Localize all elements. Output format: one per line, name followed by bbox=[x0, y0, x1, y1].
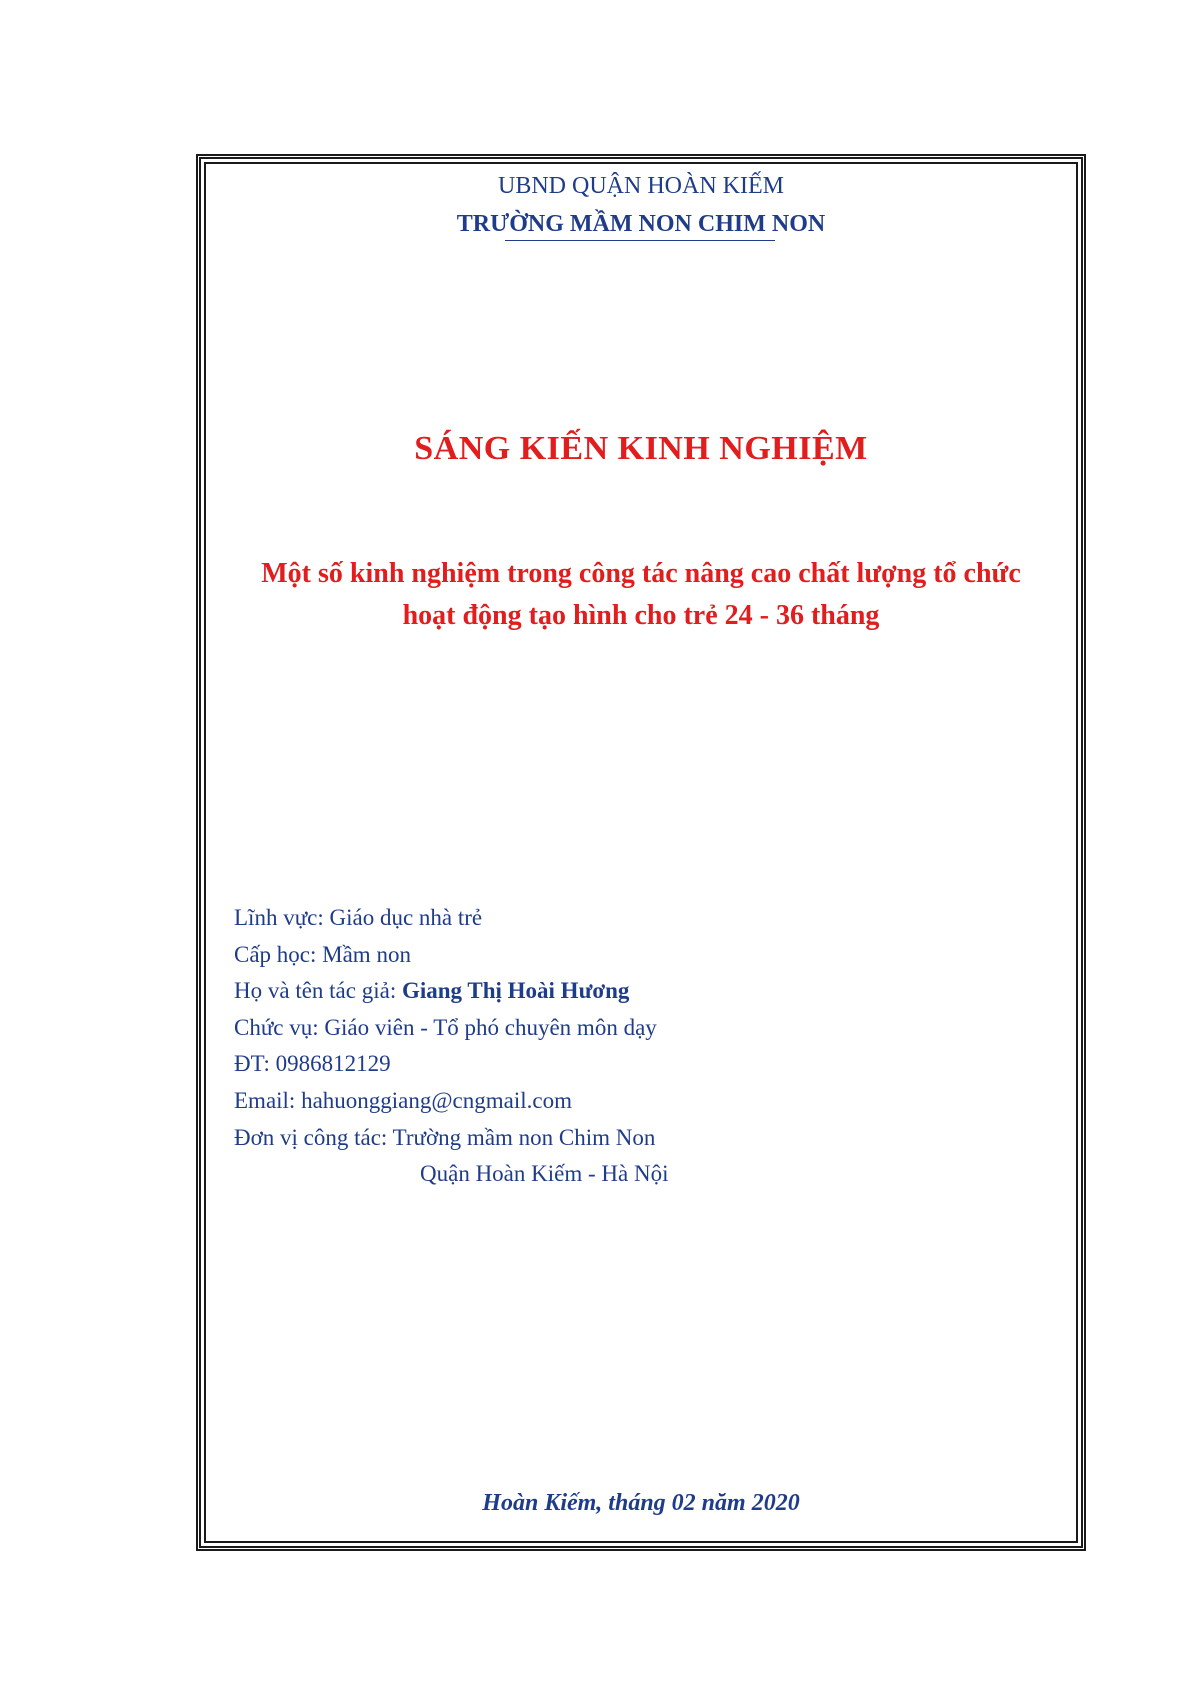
phone-line: ĐT: 0986812129 bbox=[234, 1051, 391, 1077]
position-line: Chức vụ: Giáo viên - Tổ phó chuyên môn dạy bbox=[234, 1014, 657, 1040]
place-date-footer: Hoàn Kiếm, tháng 02 năm 2020 bbox=[482, 1490, 800, 1516]
unit-line: Đơn vị công tác: Trường mầm non Chim Non bbox=[234, 1124, 656, 1150]
unit-line-2: Quận Hoàn Kiếm - Hà Nội bbox=[420, 1161, 669, 1187]
agency-name: UBND QUẬN HOÀN KIẾM bbox=[498, 173, 784, 199]
school-underline bbox=[505, 240, 775, 241]
school-name: TRƯỜNG MẦM NON CHIM NON bbox=[456, 211, 826, 237]
document-type-heading: SÁNG KIẾN KINH NGHIỆM bbox=[414, 430, 868, 467]
document-title-line-1: Một số kinh nghiệm trong công tác nâng cao chất lượng tổ chức bbox=[261, 558, 1021, 589]
document-title-line-2: hoạt động tạo hình cho trẻ 24 - 36 tháng bbox=[402, 600, 880, 631]
level-line: Cấp học: Mầm non bbox=[234, 941, 411, 967]
author-line bbox=[234, 973, 668, 1010]
field-line: Lĩnh vực: Giáo dục nhà trẻ bbox=[234, 905, 483, 930]
email-line: Email: hahuonggiang@cngmail.com bbox=[234, 1087, 572, 1113]
author-name: Giang Thị Hoài Hương bbox=[401, 978, 630, 1004]
author-label: Họ và tên tác giả: bbox=[234, 978, 402, 1004]
document-title bbox=[204, 553, 1078, 637]
author-info-block bbox=[234, 900, 668, 1193]
page-border-inner bbox=[204, 162, 1078, 1543]
